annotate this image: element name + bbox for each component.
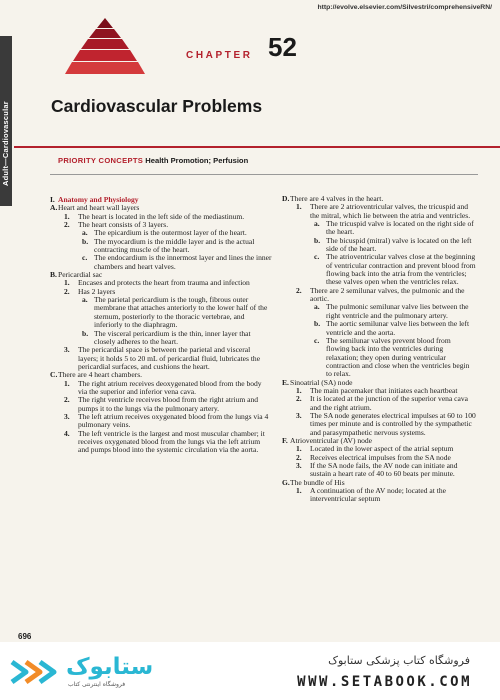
outline-item — [282, 337, 476, 379]
outline-text: If the SA node fails, the AV node can initiate and sustain a heart rate of 40 to 60 beats per minute. — [310, 461, 458, 479]
outline-marker: 2. — [64, 286, 70, 296]
outline-text: There are 2 semilunar valves, the pulmonic and the aortic. — [310, 285, 465, 304]
pyramid-logo-icon — [65, 18, 145, 76]
outline-marker: 1. — [64, 278, 70, 288]
outline-text: Anatomy and Physiology — [58, 195, 139, 204]
outline-item — [282, 303, 476, 320]
outline-text: The endocardium is the innermost layer and lines the inner chambers and heart valves. — [94, 253, 272, 271]
outline-text: There are 4 heart chambers. — [58, 370, 143, 380]
outline-item — [50, 254, 272, 271]
outline-marker: 2. — [296, 285, 302, 295]
outline-marker: a. — [82, 295, 88, 305]
outline-item — [282, 320, 476, 337]
outline-text: The bicuspid (mitral) valve is located on the left side of the heart. — [326, 235, 472, 254]
outline-item — [50, 396, 272, 413]
side-tab-label: Adult—Cardiovascular — [1, 101, 10, 186]
outline-item — [282, 237, 476, 254]
outline-text: There are 4 valves in the heart. — [290, 194, 384, 203]
outline-item — [50, 380, 272, 397]
outline-item — [282, 395, 476, 412]
outline-marker: B. — [50, 270, 57, 280]
outline-marker: b. — [314, 235, 321, 245]
outline-marker: F. — [282, 435, 288, 445]
outline-marker: c. — [314, 252, 320, 262]
outline-item — [50, 330, 272, 347]
outline-marker: 2. — [296, 452, 302, 462]
outline-text: Sinoatrial (SA) node — [290, 377, 353, 387]
chapter-title: Cardiovascular Problems — [51, 96, 263, 116]
outline-item — [282, 287, 476, 304]
outline-marker: A. — [50, 203, 58, 213]
outline-text: Located in the lower aspect of the atrial septum — [310, 444, 454, 454]
outline-marker: G. — [282, 477, 290, 487]
outline-marker: I. — [50, 195, 55, 204]
outline-marker: b. — [314, 319, 321, 329]
outline-text: The bundle of His — [290, 477, 345, 487]
outline-text: The SA node generates electrical impulses at 60 to 100 times per minute and is controlled by the sympathetic and parasympathetic nervous systems. — [310, 410, 476, 437]
outline-text: A continuation of the AV node; located at the interventricular septum — [310, 486, 446, 504]
outline-marker: 1. — [64, 211, 70, 221]
outline-marker: a. — [82, 228, 88, 238]
outline-text: The right atrium receives deoxygenated blood from the body via the superior and inferior vena cava. — [78, 378, 262, 396]
outline-marker: b. — [82, 236, 89, 246]
outline-marker: 2. — [64, 220, 70, 230]
outline-item — [282, 412, 476, 437]
outline-marker: 1. — [296, 385, 302, 395]
outline-marker: 1. — [64, 378, 70, 388]
outline-marker: c. — [314, 335, 320, 345]
site-url-link[interactable]: WWW.SETABOOK.COM — [297, 674, 472, 690]
outline-marker: a. — [314, 219, 320, 229]
book-logo-icon — [8, 654, 62, 690]
outline-item — [50, 296, 272, 329]
outline-marker: D. — [282, 194, 290, 203]
left-column — [50, 195, 272, 455]
outline-marker: a. — [314, 302, 320, 312]
outline-text: Encases and protects the heart from trauma and infection — [78, 278, 250, 288]
outline-text: The atrioventricular valves close at the beginning of ventricular contraction and prevent blood from flowing back into the atria from the ventricles; these valves open when the ventricles relax. — [326, 252, 476, 287]
outline-text: Has 2 layers — [78, 286, 116, 296]
outline-item — [50, 430, 272, 455]
outline-marker: C. — [50, 370, 58, 380]
outline-text: There are 2 atrioventricular valves, the tricuspid and the mitral, which lie between the atria and ventricles. — [310, 202, 471, 220]
outline-marker: 1. — [296, 444, 302, 454]
shop-name: فروشگاه کتاب پزشکی ستابوک — [328, 654, 470, 667]
outline-item — [282, 253, 476, 286]
outline-marker: 2. — [296, 394, 302, 404]
outline-text: Pericardial sac — [58, 270, 103, 280]
outline-text: The heart consists of 3 layers. — [78, 220, 169, 230]
setabook-logo[interactable] — [8, 654, 168, 692]
outline-marker: 1. — [296, 486, 302, 496]
chapter-number: 52 — [268, 32, 297, 62]
outline-marker: 3. — [64, 411, 70, 421]
outline-marker: 2. — [64, 395, 70, 405]
outline-text: The semilunar valves prevent blood from flowing back into the ventricles during relaxation; they open during ventricular contraction and close when the ventricles begin to relax. — [326, 335, 470, 379]
outline-marker: E. — [282, 377, 289, 387]
outline-marker: 4. — [64, 428, 70, 438]
priority-concepts-label: PRIORITY CONCEPTS — [58, 156, 144, 165]
logo-subtitle: فروشگاه اینترنتی کتاب — [68, 681, 126, 688]
outline-marker: c. — [82, 253, 88, 263]
outline-text: The tricuspid valve is located on the right side of the heart. — [326, 219, 474, 237]
header-url[interactable]: http://evolve.elsevier.com/Silvestri/comprehensiveRN/ — [317, 4, 492, 11]
title-divider — [14, 146, 500, 148]
outline-item — [282, 487, 476, 504]
outline-item — [282, 220, 476, 237]
outline-item — [50, 346, 272, 371]
outline-text: The epicardium is the outermost layer of the heart. — [94, 228, 247, 238]
concepts-divider — [50, 174, 478, 175]
outline-marker: 1. — [296, 202, 302, 212]
outline-item — [50, 413, 272, 430]
outline-text: The main pacemaker that initiates each heartbeat — [310, 385, 458, 395]
outline-text: The pulmonic semilunar valve lies between the right ventricle and the pulmonary artery. — [326, 302, 469, 320]
outline-text: The parietal pericardium is the tough, fibrous outer membrane that attaches anteriorly to the lower half of the sternum, posteriorly to the thoracic vertebrae, and inferiorly to the diaphragm. — [94, 295, 268, 330]
outline-marker: 3. — [296, 410, 302, 420]
outline-text: The visceral pericardium is the thin, inner layer that closely adheres to the heart. — [94, 328, 251, 346]
outline-text: The aortic semilunar valve lies between the left ventricle and the aorta. — [326, 319, 470, 337]
page-number: 696 — [18, 632, 32, 641]
outline-text: It is located at the junction of the superior vena cava and the right atrium. — [310, 394, 469, 412]
outline-text: Receives electrical impulses from the SA node — [310, 452, 451, 462]
outline-text: The heart is located in the left side of the mediastinum. — [78, 211, 245, 221]
outline-marker: 3. — [296, 461, 302, 470]
outline-marker: 3. — [64, 345, 70, 355]
outline-text: The pericardial space is between the parietal and visceral layers; it holds 5 to 20 mL of pericardial fluid, lubricates the pericardial surfaces, and cushions the heart. — [78, 345, 261, 371]
outline-marker: b. — [82, 328, 89, 338]
logo-text: ستابوک — [66, 654, 154, 680]
outline-text: The right ventricle receives blood from the right atrium and pumps it to the lungs via the pulmonary artery. — [78, 395, 259, 413]
chapter-label: CHAPTER — [186, 50, 253, 61]
priority-concepts-value: Health Promotion; Perfusion — [145, 156, 249, 165]
outline-item — [282, 462, 476, 479]
footer-banner — [0, 642, 500, 700]
outline-text: Atrioventricular (AV) node — [290, 435, 373, 445]
outline-text: The left atrium receives oxygenated blood from the lungs via 4 pulmonary veins. — [78, 411, 269, 430]
side-tab — [0, 36, 12, 206]
right-column — [282, 195, 476, 504]
priority-concepts — [58, 156, 248, 165]
outline-item — [282, 203, 476, 220]
outline-text: The left ventricle is the largest and most muscular chamber; it receives oxygenated blood from the lungs via the left atrium and pumps blood into the systemic circulation via the aorta. — [78, 428, 265, 455]
outline-item — [50, 238, 272, 255]
outline-text: Heart and heart wall layers — [58, 203, 140, 213]
outline-text: The myocardium is the middle layer and is the actual contracting muscle of the heart. — [94, 236, 255, 255]
